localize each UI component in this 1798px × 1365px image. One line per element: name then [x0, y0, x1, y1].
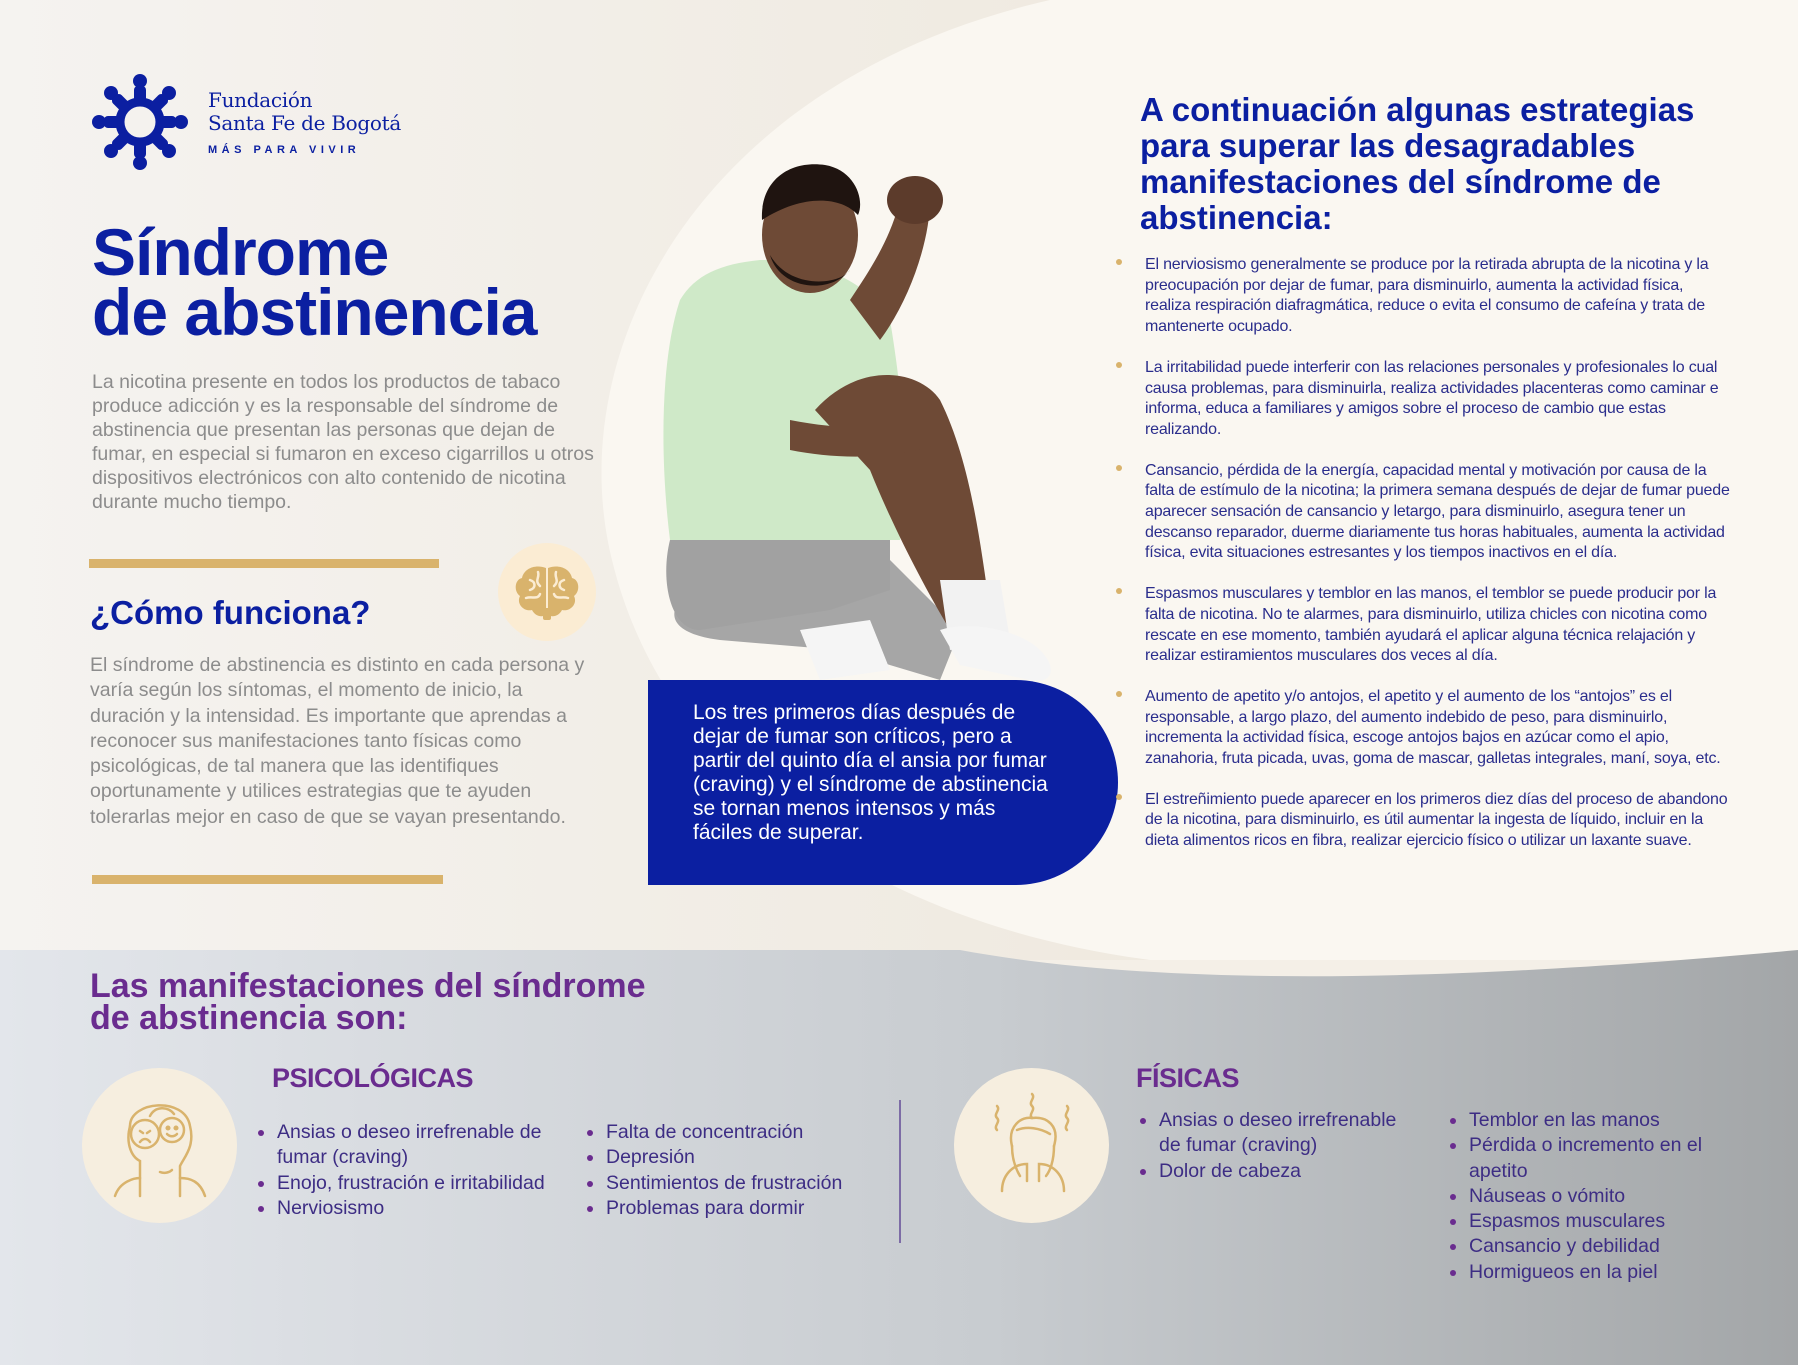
- logo-name-line2: Santa Fe de Bogotá: [208, 110, 401, 135]
- list-item: Problemas para dormir: [585, 1196, 905, 1221]
- critical-days-callout: Los tres primeros días después de dejar de fumar son críticos, pero a partir del quinto día el ansia por fumar (craving) y el síndrome de abstinencia se tornan menos intensos y más fáciles de superar.: [648, 680, 1118, 885]
- list-item: Nerviosismo: [256, 1196, 556, 1221]
- physical-list-col2: [1448, 1108, 1748, 1285]
- list-item: Ansias o deseo irrefrenable de fumar (craving): [256, 1120, 556, 1171]
- physical-list-col1: [1138, 1108, 1398, 1184]
- list-item: Depresión: [585, 1145, 905, 1170]
- strategies-list: [1116, 255, 1731, 872]
- list-item: Sentimientos de frustración: [585, 1171, 905, 1196]
- list-item: Falta de concentración: [585, 1120, 905, 1145]
- bullet-dot-icon: [1116, 794, 1122, 800]
- list-item: Espasmos musculares: [1448, 1209, 1748, 1234]
- brain-icon: [498, 543, 596, 641]
- psychological-title: PSICOLÓGICAS: [272, 1063, 474, 1093]
- list-item: Temblor en las manos: [1448, 1108, 1748, 1133]
- strategy-item-apetito: Aumento de apetito y/o antojos, el apetito y el aumento de los “antojos” es el responsable, a largo plazo, del aumento indebido de peso, para disminuirlo, incrementa la actividad física, escoge antojos bajos en azúcar como el apio, zanahoria, fruta picada, uvas, goma de mascar, galletas integrales, maní, soya, etc.: [1116, 687, 1731, 770]
- headache-icon: [954, 1068, 1109, 1223]
- bullet-dot-icon: [1116, 259, 1122, 265]
- strategies-title: A continuación algunas estrategias para superar las desagradables manifestaciones del síndrome de abstinencia:: [1140, 91, 1695, 236]
- strategy-item-irritabilidad: La irritabilidad puede interferir con las relaciones personales y profesionales lo cual causa problemas, para disminuirla, realiza actividades placenteras como caminar e informa, educa a familiares y amigos sobre el proceso de cambio que estas realizando.: [1116, 358, 1731, 441]
- section-divider: [899, 1100, 901, 1243]
- list-item: Cansancio y debilidad: [1448, 1234, 1748, 1259]
- page-title: [92, 215, 652, 349]
- strategy-item-espasmos: Espasmos musculares y temblor en las manos, el temblor se puede producir por la falta de nicotina. No te alarmes, para disminuirlo, utiliza chicles con nicotina como rescate en ese momento, también ayudará el aplicar alguna técnica relajación y realizar estiramientos musculares dos veces al día.: [1116, 584, 1731, 667]
- logo-tagline: MÁS PARA VIVIR: [208, 143, 361, 156]
- list-item: Pérdida o incremento en el apetito: [1448, 1133, 1748, 1184]
- page-title-line1: Síndrome: [92, 215, 389, 289]
- intro-paragraph: La nicotina presente en todos los productos de tabaco produce adicción y es la responsable del síndrome de abstinencia que presentan las personas que dejan de fumar, en especial si fumaron en exceso cigarrillos u otros dispositivos electrónicos con alto contenido de nicotina durante mucho tiempo.: [92, 371, 594, 513]
- psychological-list-col2: [585, 1120, 905, 1221]
- list-item: Enojo, frustración e irritabilidad: [256, 1171, 556, 1196]
- strategy-item-cansancio: Cansancio, pérdida de la energía, capacidad mental y motivación por causa de la falta de estímulo de la nicotina; la primera semana después de dejar de fumar puede aparecer sensación de cansancio y letargo, para disminuirlo, asegura tener un descanso reparador, duerme diariamente tus horas habituales, aumenta la actividad física, evita situaciones estresantes y los tiempos inactivos en el día.: [1116, 461, 1731, 565]
- foundation-logo: [90, 72, 401, 172]
- how-it-works-title: ¿Cómo funciona?: [90, 594, 371, 631]
- foundation-emblem-icon: [90, 72, 190, 172]
- list-item: Hormigueos en la piel: [1448, 1260, 1748, 1285]
- emotions-head-icon: [82, 1068, 237, 1223]
- how-it-works-text: El síndrome de abstinencia es distinto en cada persona y varía según los síntomas, el momento de inicio, la duración y la intensidad. Es importante que aprendas a reconocer sus manifestaciones tanto físicas como psicológicas, de tal manera que las identifiques oportunamente y utilices estrategias que te ayuden tolerarlas mejor en caso de que se vayan presentando.: [90, 654, 585, 828]
- bullet-dot-icon: [1116, 691, 1122, 697]
- list-item: Ansias o deseo irrefrenable de fumar (craving): [1138, 1108, 1398, 1159]
- list-item: Dolor de cabeza: [1138, 1159, 1398, 1184]
- bullet-dot-icon: [1116, 465, 1122, 471]
- strategy-item-estrenimiento: El estreñimiento puede aparecer en los primeros diez días del proceso de abandono de la nicotina, para disminuirlo, es útil aumentar la ingesta de líquido, incluir en la dieta alimentos ricos en fibra, realizar ejercicio físico o utilizar un laxante suave.: [1116, 790, 1731, 852]
- gold-divider-bottom: [92, 875, 443, 884]
- gold-divider-top: [89, 559, 439, 568]
- physical-title: FÍSICAS: [1136, 1063, 1240, 1093]
- list-item: Náuseas o vómito: [1448, 1184, 1748, 1209]
- strategy-item-nerviosismo: El nerviosismo generalmente se produce por la retirada abrupta de la nicotina y la preocupación por dejar de fumar, para disminuirlo, aumenta la actividad física, realiza respiración diafragmática, reduce o evita el consumo de cafeína y trata de mantenerte ocupado.: [1116, 255, 1731, 338]
- logo-name-line1: Fundación: [208, 87, 313, 112]
- manifestations-title: Las manifestaciones del síndrome de abstinencia son:: [90, 967, 646, 1037]
- bullet-dot-icon: [1116, 362, 1122, 368]
- psychological-list-col1: [256, 1120, 556, 1221]
- man-photo: [640, 160, 1140, 700]
- bullet-dot-icon: [1116, 588, 1122, 594]
- page-title-line2: de abstinencia: [92, 275, 537, 349]
